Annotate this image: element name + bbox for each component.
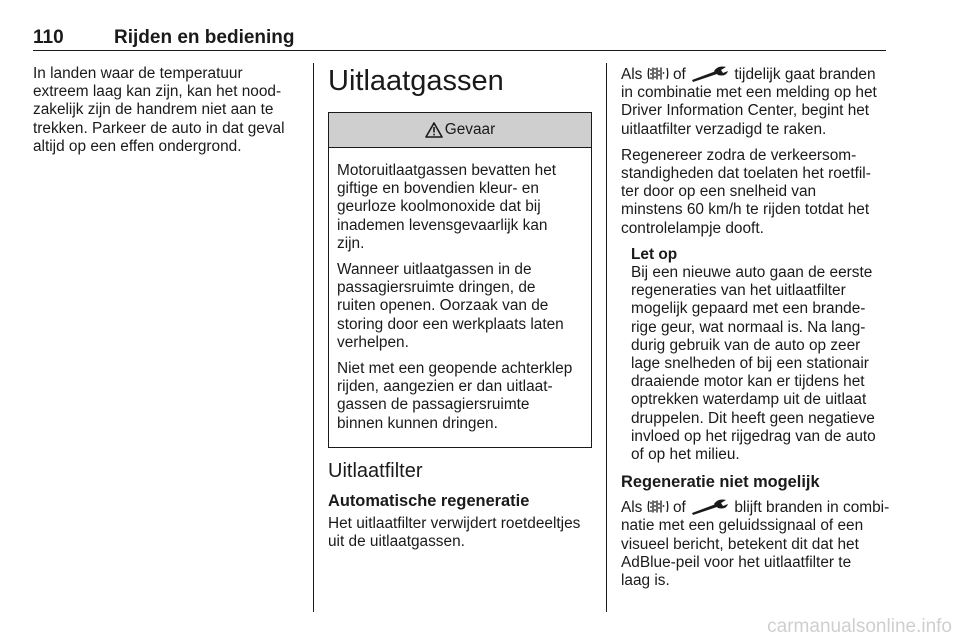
column-divider	[606, 63, 607, 612]
danger-heading-label: Gevaar	[444, 120, 496, 138]
column-left	[33, 65, 301, 164]
filter-warning-paragraph: Als of tijdelijk gaat branden in combinatie met een melding op het Driver Information Center, begint het uitlaatfilter verzadigd te raken.	[621, 66, 877, 138]
wrench-icon	[690, 65, 730, 82]
handbrake-paragraph: In landen waar de temperatuur extreem laag kan zijn, kan het nood- zakelijk zijn de handrem niet aan te trekken. Parkeer de auto in dat geval altijd op een effen ondergrond.	[33, 65, 285, 155]
danger-paragraph: Wanneer uitlaatgassen in de passagiersruimte dringen, de ruiten openen. Oorzaak van de storing door een werkplaats laten verhelpen.	[337, 261, 564, 351]
auto-regen-paragraph: Het uitlaatfilter verwijdert roetdeeltjes uit de uitlaatgassen.	[328, 514, 581, 551]
warning-triangle-icon	[425, 122, 443, 138]
note-title: Let op	[631, 245, 678, 263]
danger-paragraph: Motoruitlaatgassen bevatten het giftige en bovendien kleur- en geurloze koolmonoxide dat bij inademen levensgevaarlijk kan zijn.	[337, 162, 557, 252]
column-divider	[313, 63, 314, 612]
page-number: 110	[33, 27, 64, 48]
danger-box	[328, 112, 592, 448]
column-middle	[328, 65, 593, 559]
header-rule	[33, 50, 886, 51]
note-block: Let op Bij een nieuwe auto gaan de eerste regeneraties van het uitlaatfilter mogelijk gepaard met een brande- rige geur, wat normaal is. Na lang- durig gebruik van de auto op zeer lage snelheden of bij een stationair draaiende motor kan er tijdens het optrekken waterdamp uit de uitlaat druppelen. Dit heeft geen negatieve invloed op het rijgedrag van de auto of op het milieu.	[621, 246, 889, 464]
regenerate-paragraph: Regenereer zodra de verkeersom- standigheden dat toelaten het roetfil- ter door op een snelheid van minstens 60 km/h te rijden totdat het controlelampje dooft.	[621, 146, 871, 237]
subsection-title-auto-regen: Automatische regeneratie	[328, 491, 530, 510]
danger-paragraph: Niet met een geopende achterklep rijden, aangezien er dan uitlaat- gassen de passagiersruimte binnen kunnen dringen.	[337, 360, 573, 432]
section-title-filter: Uitlaatfilter	[328, 459, 423, 482]
no-regen-paragraph: Als of blijft branden in combi- natie met een geluidssignaal of een visueel bericht, betekent dit dat het AdBlue-peil voor het uitlaatfilter te laag is.	[621, 499, 890, 590]
section-title-no-regen: Regeneratie niet mogelijk	[621, 473, 820, 492]
danger-body	[329, 148, 591, 447]
wrench-icon	[690, 498, 730, 515]
particulate-filter-icon	[647, 498, 669, 515]
danger-heading	[329, 113, 591, 148]
particulate-filter-icon	[647, 65, 669, 82]
chapter-title: Rijden en bediening	[114, 27, 295, 48]
section-title-exhaust: Uitlaatgassen	[328, 65, 504, 97]
column-right	[621, 65, 889, 598]
watermark: carmanualsonline.info	[767, 616, 952, 637]
